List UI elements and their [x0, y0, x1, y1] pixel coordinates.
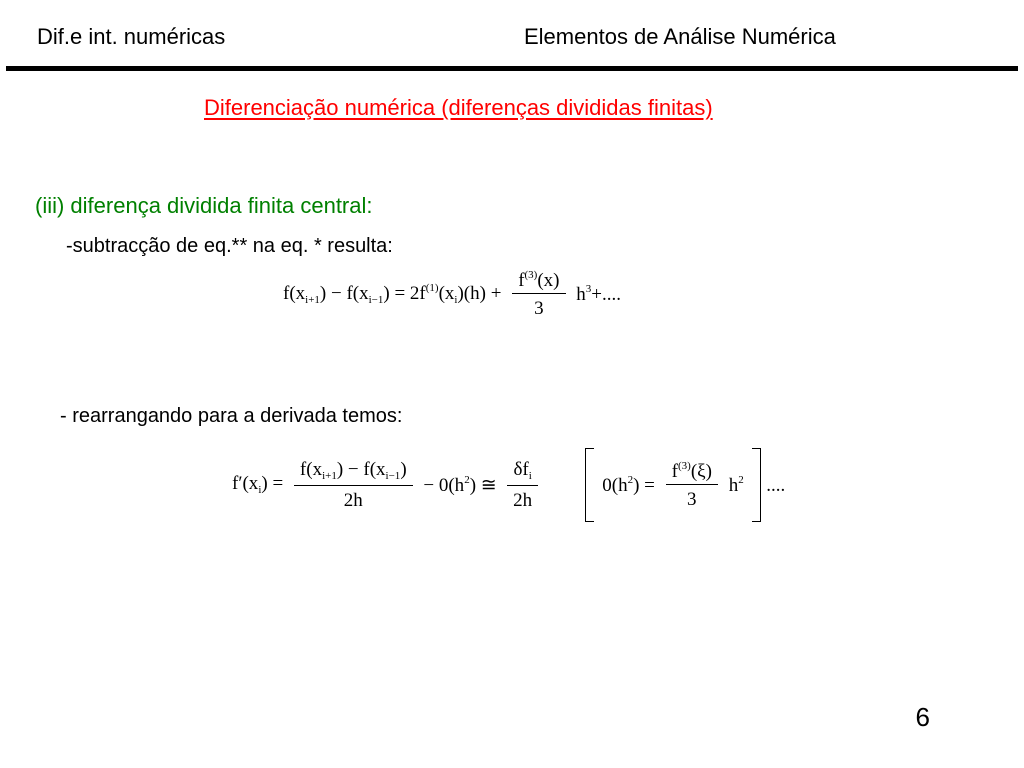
- header-right-title: Elementos de Análise Numérica: [524, 24, 836, 49]
- eq2-fraction-delta: [507, 460, 537, 510]
- eq1-term: +....: [591, 284, 621, 305]
- equation-central-difference-expansion: [283, 270, 621, 318]
- eq1-fraction-numerator: f: [518, 270, 525, 291]
- eq2-superscript: 2: [738, 474, 744, 486]
- eq2-term: f: [671, 461, 678, 482]
- eq2-term: f(x: [299, 459, 323, 480]
- eq1-fraction-denominator: 3: [534, 298, 544, 319]
- eq1-term: ) = 2f: [383, 282, 426, 304]
- eq2-fraction-denominator: 3: [687, 489, 697, 510]
- eq1-superscript: (3): [524, 269, 538, 281]
- eq2-fraction-denominator: 2h: [513, 490, 533, 511]
- eq2-ellipsis: ....: [766, 474, 786, 496]
- eq2-subscript: i: [528, 470, 532, 482]
- eq2-superscript: 2: [464, 474, 470, 486]
- eq1-term: (x: [438, 282, 455, 304]
- eq1-superscript: (1): [425, 281, 439, 294]
- header-divider: [6, 66, 1018, 71]
- eq1-term: )(h) +: [457, 282, 502, 304]
- error-term-right-bracket: [752, 448, 761, 522]
- eq2-term: ) − f(x: [336, 459, 386, 480]
- eq2-subscript: i: [258, 484, 262, 496]
- eq2-subscript: i−1: [385, 470, 401, 482]
- error-term-left-bracket: [585, 448, 594, 522]
- eq2-fraction-error: [666, 461, 718, 509]
- eq1-subscript: i−1: [368, 293, 384, 306]
- eq1-superscript: 3: [585, 283, 592, 295]
- eq1-fraction: [512, 270, 565, 318]
- page-number: 6: [915, 702, 930, 732]
- step-rearrange-text: - rearrangando para a derivada temos:: [60, 405, 403, 427]
- equation-central-derivative: [232, 448, 785, 522]
- eq2-term: ): [400, 459, 407, 480]
- eq2-term: ) =: [633, 475, 655, 496]
- eq2-term: ) ≅: [469, 475, 497, 496]
- eq2-term: δf: [513, 459, 529, 480]
- eq1-subscript: i: [454, 293, 458, 306]
- eq2-subscript: i+1: [322, 470, 337, 482]
- eq2-term: h: [728, 475, 739, 496]
- eq1-term: f(x: [283, 282, 306, 304]
- eq2-superscript: (3): [677, 460, 691, 472]
- eq2-term: (ξ): [690, 461, 712, 482]
- slide-title: Diferenciação numérica (diferenças divididas finitas): [204, 95, 713, 120]
- eq1-term: (x): [537, 270, 560, 291]
- eq2-term: ) =: [261, 473, 284, 494]
- section-heading: (iii) diferença dividida finita central:: [35, 193, 373, 218]
- eq1-term: ) − f(x: [319, 282, 369, 304]
- eq2-term: − 0(h: [423, 475, 465, 496]
- eq2-fraction-denominator: 2h: [343, 490, 363, 511]
- eq2-superscript: 2: [627, 474, 634, 486]
- eq1-term: h: [576, 284, 586, 305]
- eq2-term: f′(x: [232, 473, 259, 494]
- eq2-fraction-difference: [294, 460, 413, 510]
- header-left-title: Dif.e int. numéricas: [37, 24, 226, 49]
- eq1-subscript: i+1: [305, 293, 320, 306]
- eq2-term: 0(h: [602, 475, 628, 496]
- step-subtraction-text: -subtracção de eq.** na eq. * resulta:: [66, 235, 393, 257]
